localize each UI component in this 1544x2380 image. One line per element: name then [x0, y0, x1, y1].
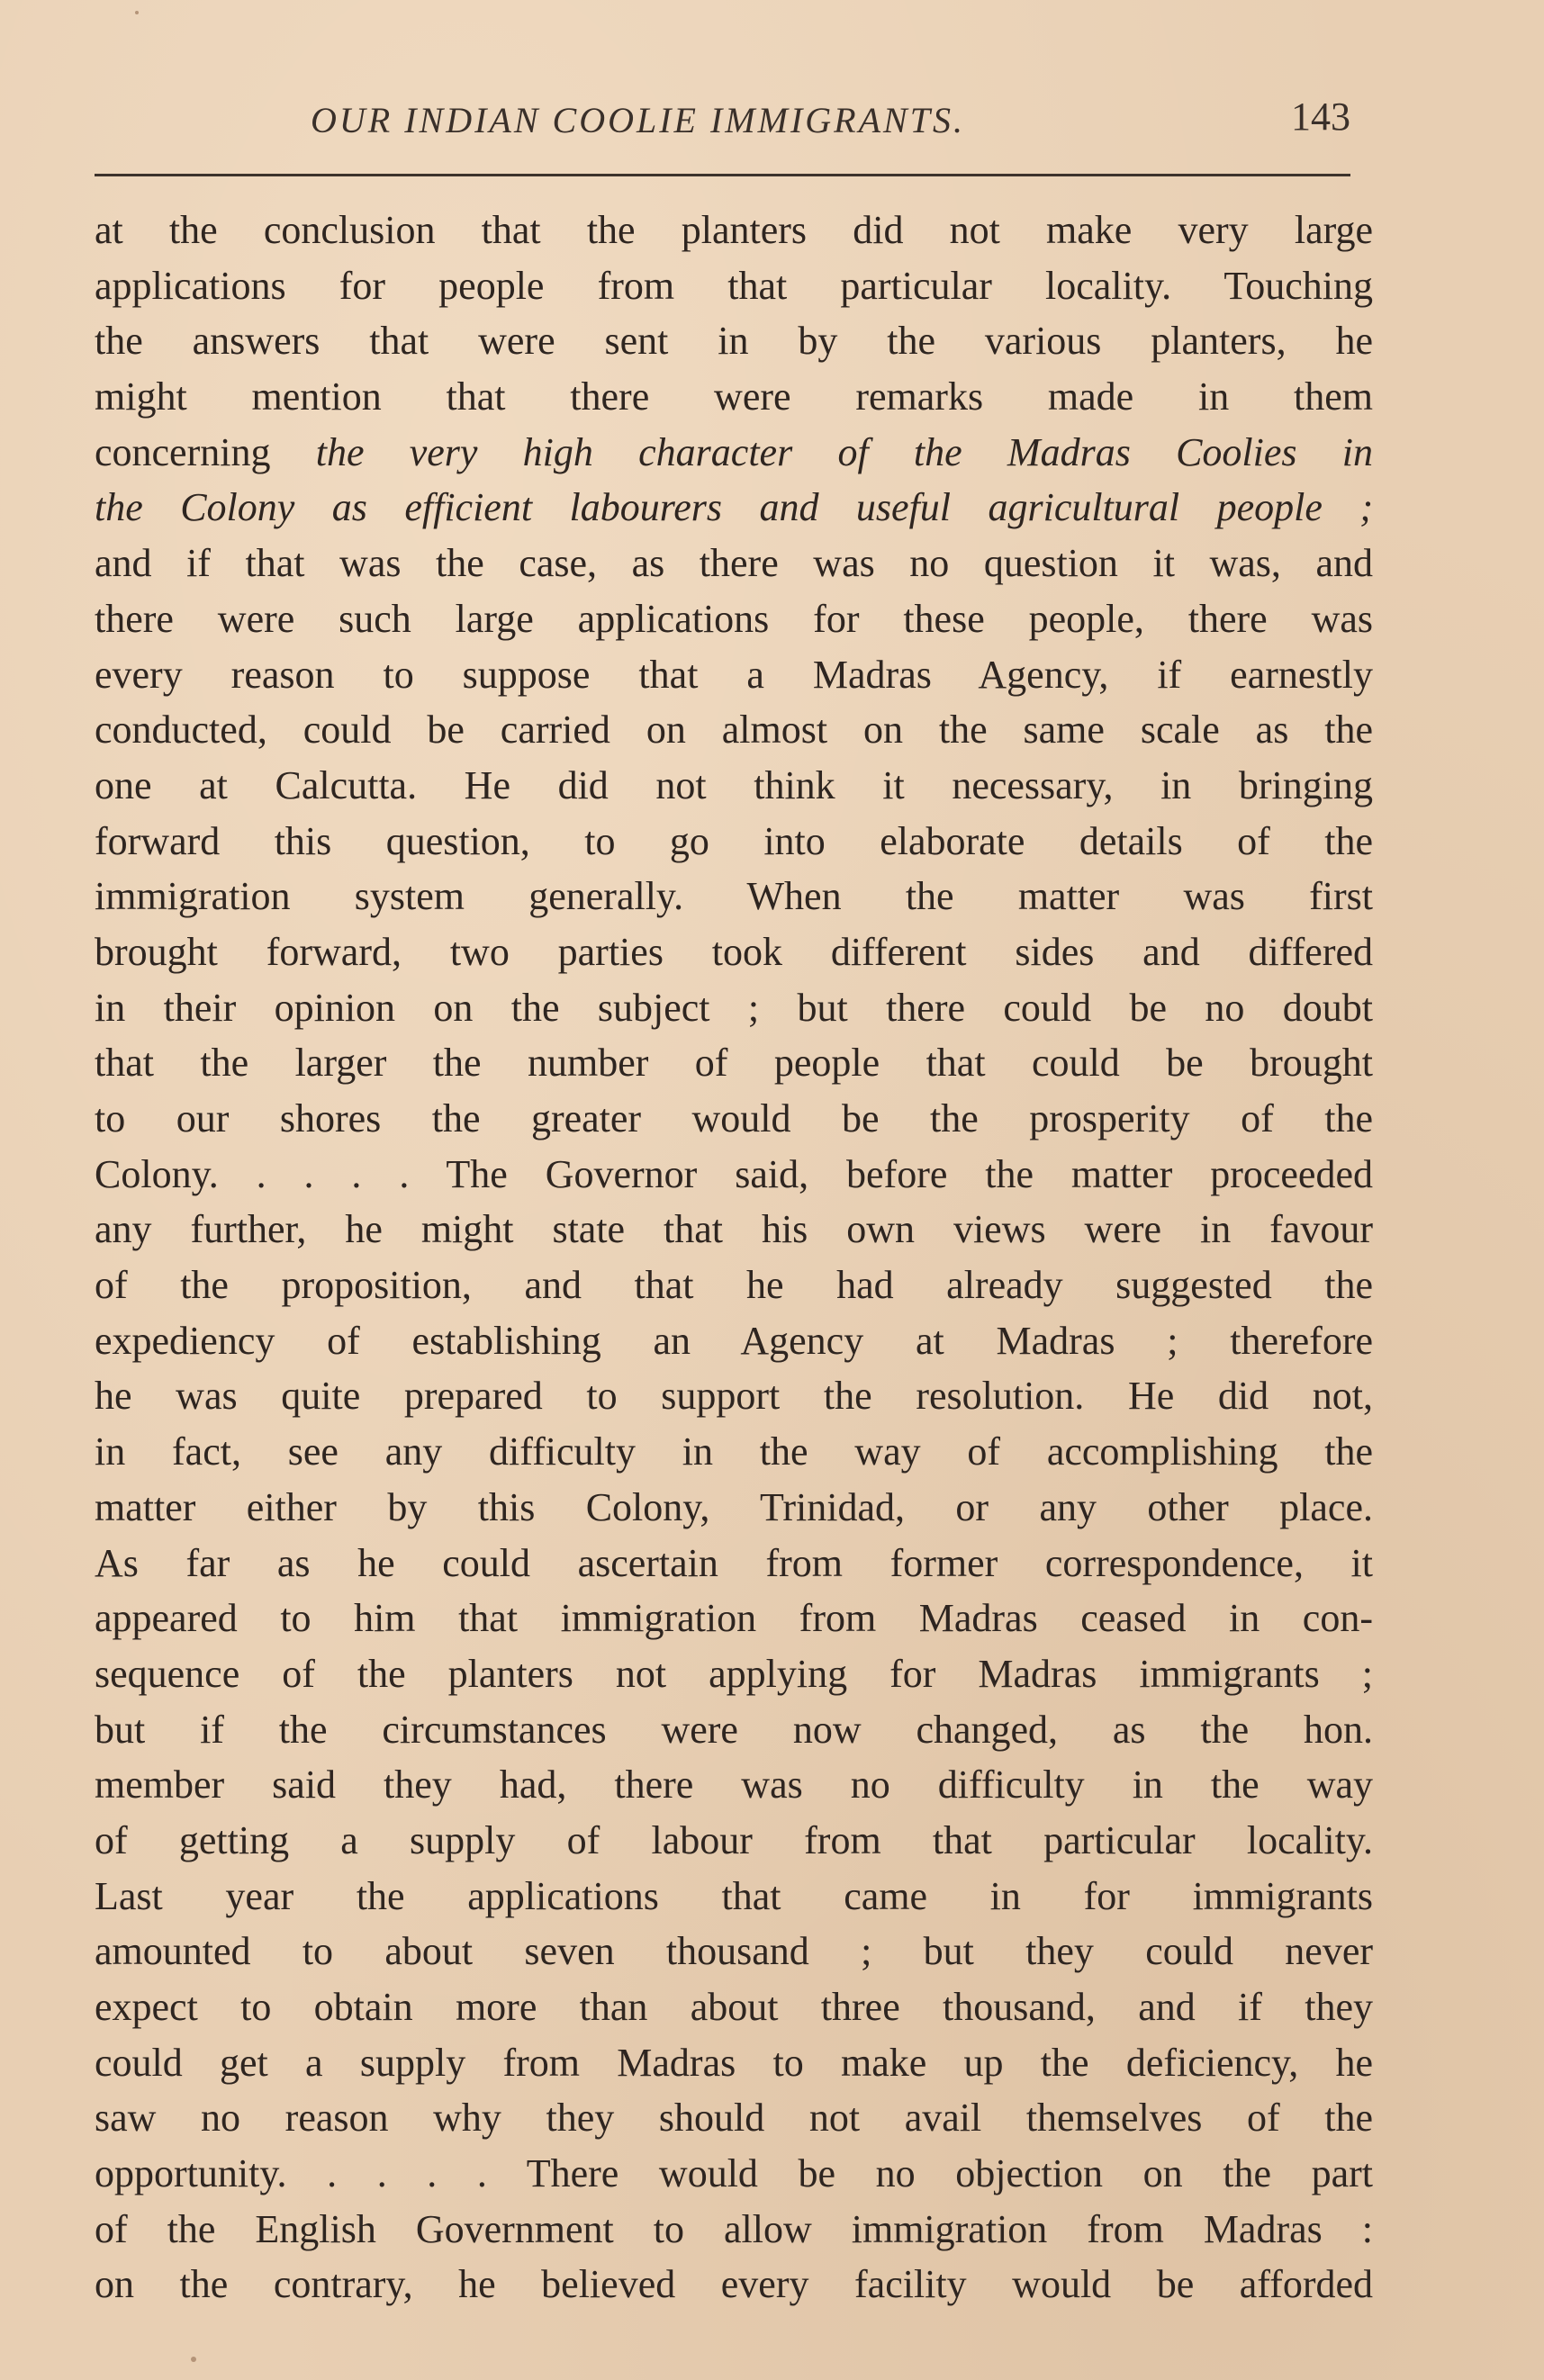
- text-run: every reason to suppose that a Madras Agency, if earnestly: [95, 652, 1373, 697]
- text-line: [95, 2202, 1373, 2258]
- text-run: As far as he could ascertain from former correspondence, it: [95, 1540, 1373, 1585]
- text-run: Colony. . . . . The Governor said, before the matter proceeded: [95, 1151, 1373, 1196]
- text-run: appeared to him that immigration from Madras ceased in con-: [95, 1596, 1373, 1641]
- text-run: applications for people from that particular locality. Touching: [95, 263, 1373, 308]
- text-line: [95, 258, 1373, 314]
- text-run: in their opinion on the subject ; but there could be no doubt: [95, 985, 1373, 1030]
- text-run: immigration system generally. When the matter was first: [95, 874, 1373, 919]
- page-number: 143: [1291, 95, 1350, 139]
- text-run: Last year the applications that came in for immigrants: [95, 1873, 1373, 1918]
- text-line: [95, 647, 1373, 703]
- text-line: [95, 702, 1373, 758]
- text-line: [95, 2035, 1373, 2091]
- text-line: [95, 980, 1373, 1036]
- text-run: of getting a supply of labour from that particular locality.: [95, 1817, 1373, 1862]
- text-line: [95, 2090, 1373, 2146]
- text-run: amounted to about seven thousand ; but they could never: [95, 1929, 1373, 1974]
- text-line: [95, 313, 1373, 369]
- text-run: might mention that there were remarks made in them: [95, 374, 1373, 419]
- text-line: [95, 1202, 1373, 1258]
- text-line: [95, 369, 1373, 425]
- text-line: [95, 1979, 1373, 2035]
- text-run: conducted, could be carried on almost on the same scale as the: [95, 708, 1373, 753]
- text-line: [95, 1702, 1373, 1758]
- text-line: [95, 1313, 1373, 1369]
- body-text: [95, 203, 1373, 2312]
- text-line: [95, 480, 1373, 536]
- text-run: he was quite prepared to support the resolution. He did not,: [95, 1374, 1373, 1419]
- text-run: member said they had, there was no difficulty in the way: [95, 1762, 1373, 1808]
- text-run: and if that was the case, as there was no question it was, and: [95, 541, 1373, 586]
- text-line: [95, 1536, 1373, 1591]
- text-run: in fact, see any difficulty in the way of accomplishing the: [95, 1429, 1373, 1474]
- text-run: matter either by this Colony, Trinidad, or any other place.: [95, 1484, 1373, 1529]
- text-run: could get a supply from Madras to make up the deficiency, he: [95, 2040, 1373, 2085]
- text-run: that the larger the number of people that could be brought: [95, 1041, 1373, 1086]
- text-run: concerning: [95, 429, 316, 474]
- text-run: sequence of the planters not applying for Madras immigrants ;: [95, 1651, 1373, 1696]
- text-run: of the English Government to allow immigration from Madras :: [95, 2206, 1373, 2251]
- text-run: forward this question, to go into elaborate details of the: [95, 818, 1373, 863]
- text-run: the answers that were sent in by the various planters, he: [95, 319, 1373, 364]
- text-line: [95, 1924, 1373, 1979]
- text-run: any further, he might state that his own views were in favour: [95, 1207, 1373, 1252]
- text-run: but if the circumstances were now changed, as the hon.: [95, 1707, 1373, 1752]
- text-line: [95, 425, 1373, 481]
- text-line: [95, 1646, 1373, 1702]
- text-line: [95, 203, 1373, 258]
- text-line: [95, 814, 1373, 870]
- header-rule: [95, 174, 1350, 176]
- text-line: [95, 1091, 1373, 1147]
- text-line: [95, 924, 1373, 980]
- text-run: one at Calcutta. He did not think it necessary, in bringing: [95, 762, 1373, 807]
- text-line: [95, 758, 1373, 814]
- paper-speck: [191, 2357, 196, 2362]
- text-run: opportunity. . . . . There would be no objection on the part: [95, 2151, 1373, 2196]
- text-line: [95, 2146, 1373, 2202]
- text-run: expect to obtain more than about three thousand, and if they: [95, 1985, 1373, 2029]
- text-line: [95, 591, 1373, 647]
- running-head: [95, 90, 1350, 162]
- text-line: [95, 1147, 1373, 1203]
- italic-run: the very high character of the Madras Coolies in: [315, 429, 1373, 474]
- text-line: [95, 1591, 1373, 1646]
- text-run: expediency of establishing an Agency at Madras ; therefore: [95, 1318, 1373, 1363]
- text-run: of the proposition, and that he had already suggested the: [95, 1263, 1373, 1308]
- text-run: there were such large applications for these people, there was: [95, 596, 1373, 641]
- text-line: [95, 2257, 1373, 2312]
- text-line: [95, 1869, 1373, 1925]
- text-run: on the contrary, he believed every facility would be afforded: [95, 2262, 1373, 2307]
- text-run: saw no reason why they should not avail themselves of the: [95, 2096, 1373, 2141]
- text-line: [95, 1480, 1373, 1536]
- text-line: [95, 1258, 1373, 1313]
- running-title: OUR INDIAN COOLIE IMMIGRANTS.: [311, 100, 965, 140]
- paper-speck: [135, 11, 139, 14]
- text-line: [95, 536, 1373, 591]
- text-line: [95, 1368, 1373, 1424]
- text-run: to our shores the greater would be the prosperity of the: [95, 1096, 1373, 1140]
- italic-run: the Colony as efficient labourers and useful agricultural people ;: [95, 485, 1373, 530]
- text-line: [95, 1424, 1373, 1480]
- text-line: [95, 869, 1373, 924]
- text-run: brought forward, two parties took different sides and differed: [95, 929, 1373, 974]
- text-line: [95, 1035, 1373, 1091]
- text-line: [95, 1813, 1373, 1869]
- text-line: [95, 1757, 1373, 1813]
- text-run: at the conclusion that the planters did not make very large: [95, 208, 1373, 252]
